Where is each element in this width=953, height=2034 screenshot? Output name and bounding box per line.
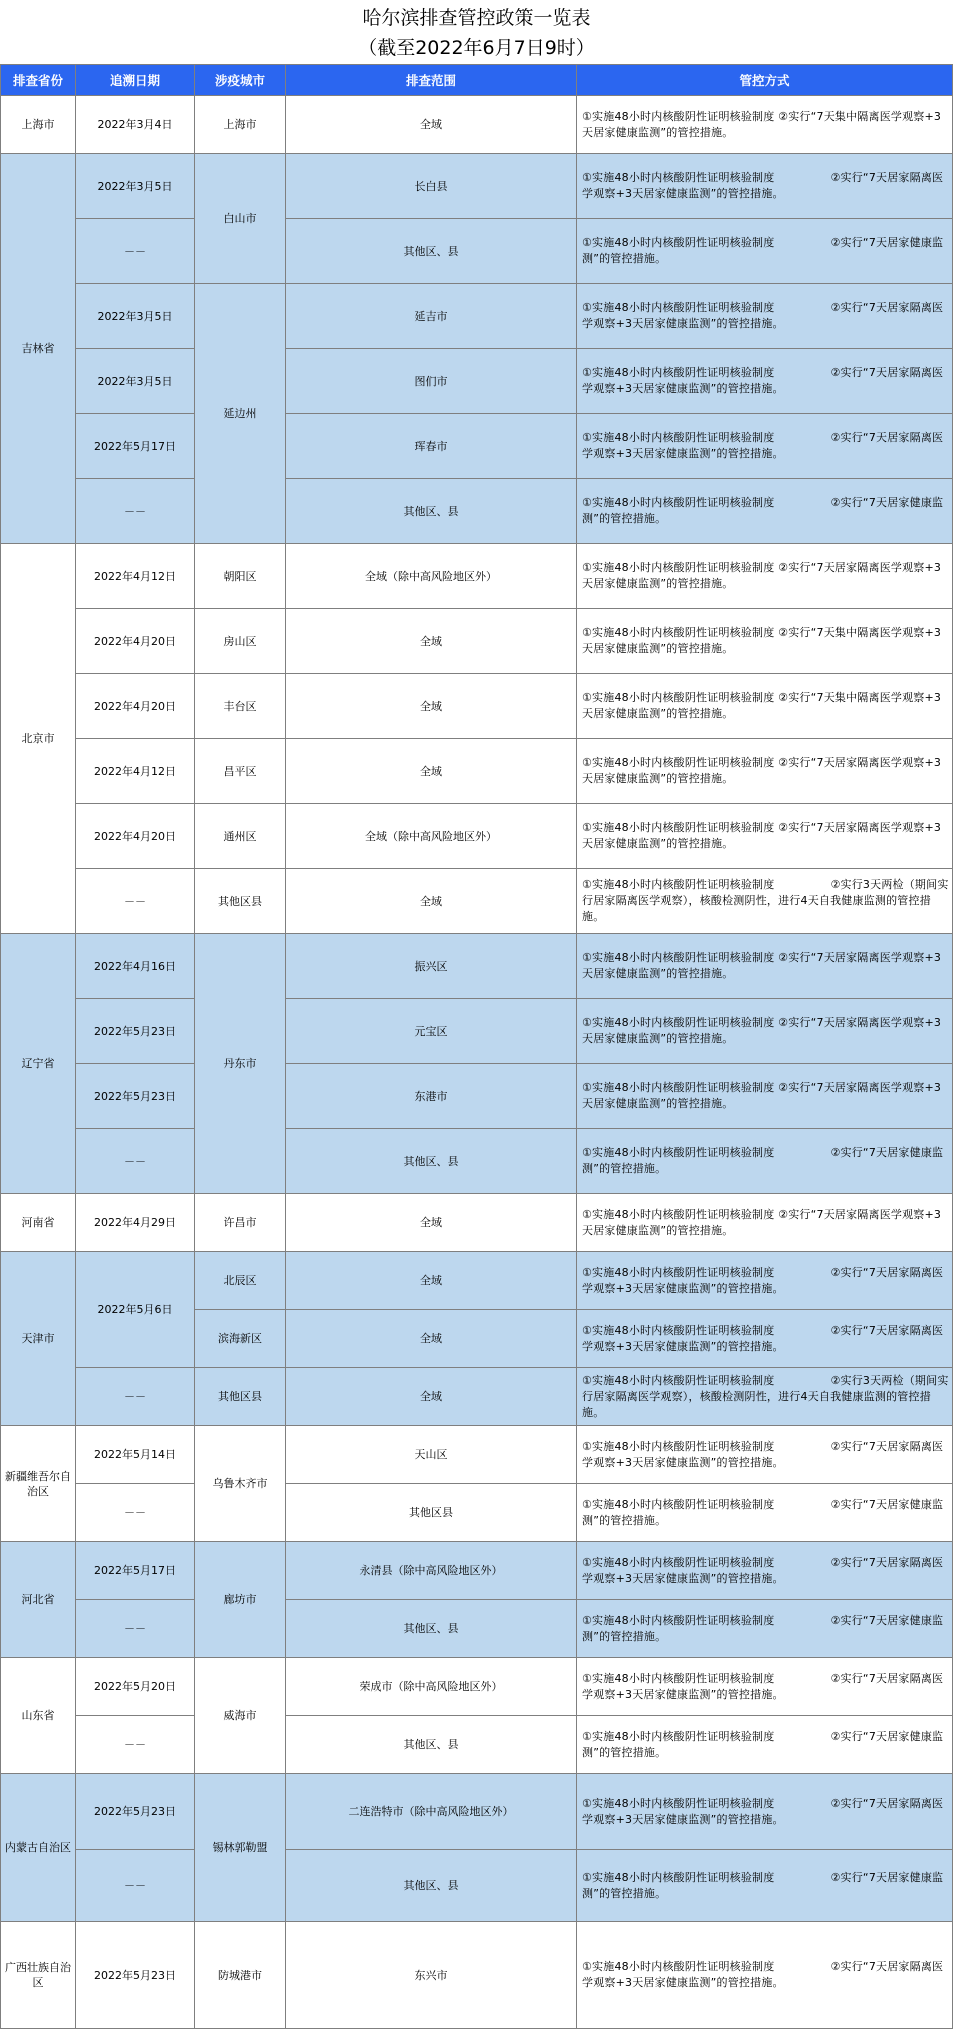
city-cell: 廊坊市 xyxy=(195,1542,286,1658)
province-cell: 内蒙古自治区 xyxy=(1,1774,76,1922)
measure-cell: ①实施48小时内核酸阴性证明核验制度 ②实行3天两检（期间实行居家隔离医学观察），核酸检测阴性，进行4天自我健康监测的管控措施。 xyxy=(577,869,953,934)
col-header-province: 排查省份 xyxy=(1,65,76,96)
scope-cell: 珲春市 xyxy=(286,414,577,479)
city-cell: 其他区县 xyxy=(195,869,286,934)
date-cell: 2022年5月14日 xyxy=(76,1426,195,1484)
measure-cell: ①实施48小时内核酸阴性证明核验制度 ②实行“7天居家隔离医学观察+3天居家健康监测”的管控措施。 xyxy=(577,1064,953,1129)
city-cell: 房山区 xyxy=(195,609,286,674)
city-cell: 上海市 xyxy=(195,96,286,154)
city-cell: 滨海新区 xyxy=(195,1310,286,1368)
date-cell: －－ xyxy=(76,1484,195,1542)
province-cell: 辽宁省 xyxy=(1,934,76,1194)
measure-cell: ①实施48小时内核酸阴性证明核验制度 ②实行“7天居家隔离医学观察+3天居家健康监测”的管控措施。 xyxy=(577,1658,953,1716)
measure-cell: ①实施48小时内核酸阴性证明核验制度 ②实行“7天集中隔离医学观察+3天居家健康监测”的管控措施。 xyxy=(577,96,953,154)
scope-cell: 二连浩特市（除中高风险地区外） xyxy=(286,1774,577,1850)
table-row xyxy=(1,1542,953,1600)
table-row xyxy=(1,1252,953,1310)
scope-cell: 全域 xyxy=(286,1310,577,1368)
date-cell: 2022年3月4日 xyxy=(76,96,195,154)
date-cell: －－ xyxy=(76,1129,195,1194)
province-cell: 山东省 xyxy=(1,1658,76,1774)
scope-cell: 长白县 xyxy=(286,154,577,219)
province-cell: 新疆维吾尔自治区 xyxy=(1,1426,76,1542)
measure-cell: ①实施48小时内核酸阴性证明核验制度 ②实行“7天居家健康监测”的管控措施。 xyxy=(577,1716,953,1774)
date-cell: －－ xyxy=(76,1850,195,1922)
table-row xyxy=(1,284,953,349)
city-cell: 许昌市 xyxy=(195,1194,286,1252)
scope-cell: 永清县（除中高风险地区外） xyxy=(286,1542,577,1600)
measure-cell: ①实施48小时内核酸阴性证明核验制度 ②实行“7天居家隔离医学观察+3天居家健康监测”的管控措施。 xyxy=(577,934,953,999)
scope-cell: 其他区、县 xyxy=(286,1850,577,1922)
table-row xyxy=(1,804,953,869)
province-cell: 广西壮族自治区 xyxy=(1,1922,76,2029)
scope-cell: 全域 xyxy=(286,869,577,934)
measure-cell: ①实施48小时内核酸阴性证明核验制度 ②实行“7天居家隔离医学观察+3天居家健康监测”的管控措施。 xyxy=(577,349,953,414)
table-row xyxy=(1,96,953,154)
table-row xyxy=(1,1658,953,1716)
scope-cell: 荣成市（除中高风险地区外） xyxy=(286,1658,577,1716)
measure-cell: ①实施48小时内核酸阴性证明核验制度 ②实行3天两检（期间实行居家隔离医学观察），核酸检测阴性，进行4天自我健康监测的管控措施。 xyxy=(577,1368,953,1426)
scope-cell: 其他区、县 xyxy=(286,1716,577,1774)
table-row xyxy=(1,1484,953,1542)
title-block xyxy=(0,0,953,64)
scope-cell: 振兴区 xyxy=(286,934,577,999)
province-cell: 上海市 xyxy=(1,96,76,154)
page-title: 哈尔滨排查管控政策一览表 xyxy=(362,7,591,29)
date-cell: 2022年4月16日 xyxy=(76,934,195,999)
province-cell: 河北省 xyxy=(1,1542,76,1658)
table-row xyxy=(1,1716,953,1774)
date-cell: 2022年5月23日 xyxy=(76,1774,195,1850)
col-header-date: 追溯日期 xyxy=(76,65,195,96)
scope-cell: 东港市 xyxy=(286,1064,577,1129)
date-cell: －－ xyxy=(76,1716,195,1774)
date-cell: －－ xyxy=(76,1368,195,1426)
scope-cell: 全域 xyxy=(286,1252,577,1310)
date-cell: 2022年3月5日 xyxy=(76,284,195,349)
city-cell: 昌平区 xyxy=(195,739,286,804)
date-cell: 2022年4月20日 xyxy=(76,674,195,739)
city-cell: 其他区县 xyxy=(195,1368,286,1426)
scope-cell: 全域 xyxy=(286,1194,577,1252)
date-cell: 2022年5月6日 xyxy=(76,1252,195,1368)
city-cell: 延边州 xyxy=(195,284,286,544)
city-cell: 北辰区 xyxy=(195,1252,286,1310)
table-header-row xyxy=(1,65,953,96)
table-row xyxy=(1,154,953,219)
date-cell: 2022年4月12日 xyxy=(76,739,195,804)
scope-cell: 延吉市 xyxy=(286,284,577,349)
page-subtitle: （截至2022年6月7日9时） xyxy=(358,37,595,59)
measure-cell: ①实施48小时内核酸阴性证明核验制度 ②实行“7天居家隔离医学观察+3天居家健康监测”的管控措施。 xyxy=(577,1252,953,1310)
table-row xyxy=(1,1600,953,1658)
scope-cell: 全域（除中高风险地区外） xyxy=(286,544,577,609)
date-cell: －－ xyxy=(76,1600,195,1658)
table-row xyxy=(1,674,953,739)
date-cell: －－ xyxy=(76,869,195,934)
measure-cell: ①实施48小时内核酸阴性证明核验制度 ②实行“7天集中隔离医学观察+3天居家健康监测”的管控措施。 xyxy=(577,674,953,739)
table-row xyxy=(1,414,953,479)
measure-cell: ①实施48小时内核酸阴性证明核验制度 ②实行“7天居家健康监测”的管控措施。 xyxy=(577,1484,953,1542)
province-cell: 天津市 xyxy=(1,1252,76,1426)
scope-cell: 全域 xyxy=(286,739,577,804)
date-cell: 2022年3月5日 xyxy=(76,154,195,219)
col-header-measure: 管控方式 xyxy=(577,65,953,96)
table-row xyxy=(1,1064,953,1129)
measure-cell: ①实施48小时内核酸阴性证明核验制度 ②实行“7天居家健康监测”的管控措施。 xyxy=(577,1600,953,1658)
col-header-city: 涉疫城市 xyxy=(195,65,286,96)
measure-cell: ①实施48小时内核酸阴性证明核验制度 ②实行“7天居家健康监测”的管控措施。 xyxy=(577,1850,953,1922)
province-cell: 河南省 xyxy=(1,1194,76,1252)
measure-cell: ①实施48小时内核酸阴性证明核验制度 ②实行“7天居家隔离医学观察+3天居家健康监测”的管控措施。 xyxy=(577,1194,953,1252)
measure-cell: ①实施48小时内核酸阴性证明核验制度 ②实行“7天居家隔离医学观察+3天居家健康监测”的管控措施。 xyxy=(577,1542,953,1600)
policy-table xyxy=(0,64,953,2029)
scope-cell: 全域 xyxy=(286,96,577,154)
scope-cell: 全域 xyxy=(286,1368,577,1426)
scope-cell: 元宝区 xyxy=(286,999,577,1064)
table-row xyxy=(1,869,953,934)
measure-cell: ①实施48小时内核酸阴性证明核验制度 ②实行“7天居家隔离医学观察+3天居家健康监测”的管控措施。 xyxy=(577,1774,953,1850)
scope-cell: 全域 xyxy=(286,609,577,674)
table-row xyxy=(1,934,953,999)
measure-cell: ①实施48小时内核酸阴性证明核验制度 ②实行“7天居家隔离医学观察+3天居家健康监测”的管控措施。 xyxy=(577,154,953,219)
measure-cell: ①实施48小时内核酸阴性证明核验制度 ②实行“7天居家隔离医学观察+3天居家健康监测”的管控措施。 xyxy=(577,544,953,609)
table-row xyxy=(1,739,953,804)
date-cell: 2022年4月29日 xyxy=(76,1194,195,1252)
table-row xyxy=(1,1850,953,1922)
date-cell: 2022年4月20日 xyxy=(76,804,195,869)
scope-cell: 东兴市 xyxy=(286,1922,577,2029)
date-cell: 2022年5月17日 xyxy=(76,1542,195,1600)
table-row xyxy=(1,1774,953,1850)
table-row xyxy=(1,999,953,1064)
city-cell: 朝阳区 xyxy=(195,544,286,609)
table-row xyxy=(1,1922,953,2029)
measure-cell: ①实施48小时内核酸阴性证明核验制度 ②实行“7天居家健康监测”的管控措施。 xyxy=(577,479,953,544)
scope-cell: 全域 xyxy=(286,674,577,739)
measure-cell: ①实施48小时内核酸阴性证明核验制度 ②实行“7天居家隔离医学观察+3天居家健康监测”的管控措施。 xyxy=(577,1310,953,1368)
date-cell: 2022年5月20日 xyxy=(76,1658,195,1716)
measure-cell: ①实施48小时内核酸阴性证明核验制度 ②实行“7天居家隔离医学观察+3天居家健康监测”的管控措施。 xyxy=(577,1922,953,2029)
date-cell: 2022年5月23日 xyxy=(76,1064,195,1129)
table-row xyxy=(1,1426,953,1484)
table-row xyxy=(1,349,953,414)
table-row xyxy=(1,1368,953,1426)
measure-cell: ①实施48小时内核酸阴性证明核验制度 ②实行“7天居家隔离医学观察+3天居家健康监测”的管控措施。 xyxy=(577,804,953,869)
date-cell: －－ xyxy=(76,219,195,284)
scope-cell: 图们市 xyxy=(286,349,577,414)
scope-cell: 其他区、县 xyxy=(286,1129,577,1194)
col-header-scope: 排查范围 xyxy=(286,65,577,96)
scope-cell: 全域（除中高风险地区外） xyxy=(286,804,577,869)
table-row xyxy=(1,609,953,674)
date-cell: 2022年5月23日 xyxy=(76,1922,195,2029)
date-cell: 2022年4月20日 xyxy=(76,609,195,674)
measure-cell: ①实施48小时内核酸阴性证明核验制度 ②实行“7天居家隔离医学观察+3天居家健康监测”的管控措施。 xyxy=(577,1426,953,1484)
city-cell: 锡林郭勒盟 xyxy=(195,1774,286,1922)
city-cell: 丹东市 xyxy=(195,934,286,1194)
city-cell: 白山市 xyxy=(195,154,286,284)
date-cell: 2022年5月17日 xyxy=(76,414,195,479)
table-row xyxy=(1,219,953,284)
scope-cell: 其他区、县 xyxy=(286,479,577,544)
city-cell: 丰台区 xyxy=(195,674,286,739)
scope-cell: 其他区县 xyxy=(286,1484,577,1542)
measure-cell: ①实施48小时内核酸阴性证明核验制度 ②实行“7天居家隔离医学观察+3天居家健康监测”的管控措施。 xyxy=(577,999,953,1064)
city-cell: 乌鲁木齐市 xyxy=(195,1426,286,1542)
measure-cell: ①实施48小时内核酸阴性证明核验制度 ②实行“7天居家隔离医学观察+3天居家健康监测”的管控措施。 xyxy=(577,739,953,804)
province-cell: 吉林省 xyxy=(1,154,76,544)
measure-cell: ①实施48小时内核酸阴性证明核验制度 ②实行“7天集中隔离医学观察+3天居家健康监测”的管控措施。 xyxy=(577,609,953,674)
scope-cell: 其他区、县 xyxy=(286,219,577,284)
date-cell: －－ xyxy=(76,479,195,544)
city-cell: 通州区 xyxy=(195,804,286,869)
scope-cell: 天山区 xyxy=(286,1426,577,1484)
measure-cell: ①实施48小时内核酸阴性证明核验制度 ②实行“7天居家隔离医学观察+3天居家健康监测”的管控措施。 xyxy=(577,284,953,349)
date-cell: 2022年3月5日 xyxy=(76,349,195,414)
measure-cell: ①实施48小时内核酸阴性证明核验制度 ②实行“7天居家隔离医学观察+3天居家健康监测”的管控措施。 xyxy=(577,414,953,479)
table-row xyxy=(1,1194,953,1252)
city-cell: 防城港市 xyxy=(195,1922,286,2029)
measure-cell: ①实施48小时内核酸阴性证明核验制度 ②实行“7天居家健康监测”的管控措施。 xyxy=(577,219,953,284)
date-cell: 2022年5月23日 xyxy=(76,999,195,1064)
measure-cell: ①实施48小时内核酸阴性证明核验制度 ②实行“7天居家健康监测”的管控措施。 xyxy=(577,1129,953,1194)
city-cell: 威海市 xyxy=(195,1658,286,1774)
table-row xyxy=(1,479,953,544)
scope-cell: 其他区、县 xyxy=(286,1600,577,1658)
province-cell: 北京市 xyxy=(1,544,76,934)
date-cell: 2022年4月12日 xyxy=(76,544,195,609)
table-row xyxy=(1,1129,953,1194)
table-row xyxy=(1,544,953,609)
